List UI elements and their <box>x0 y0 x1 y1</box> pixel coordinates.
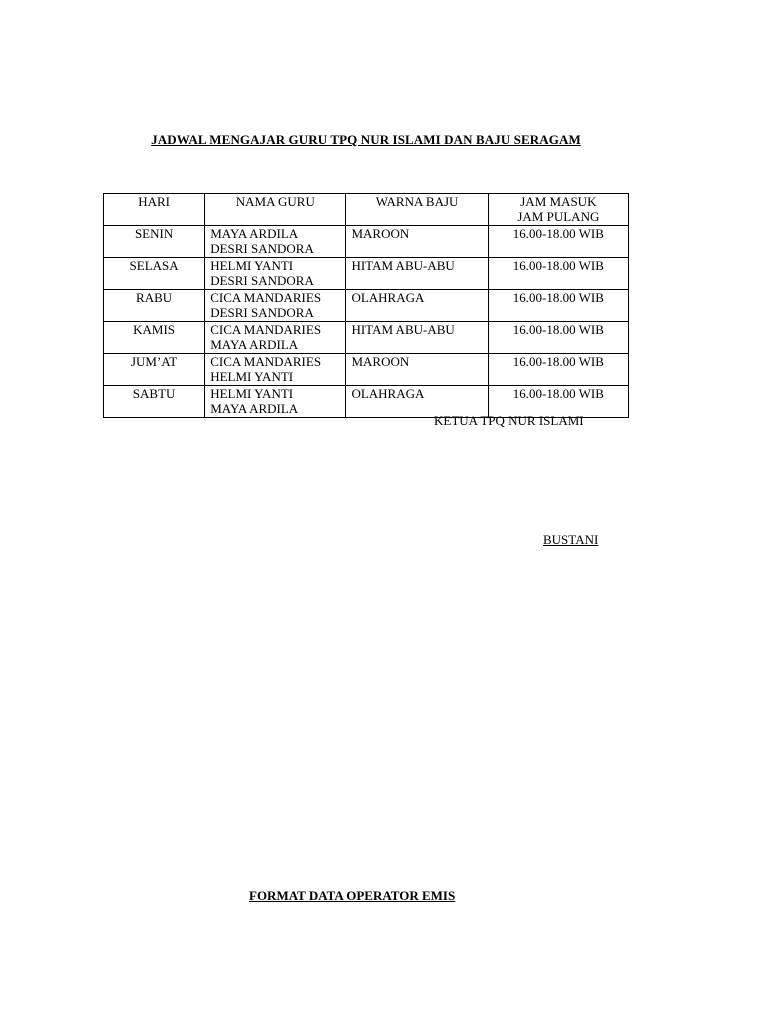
cell-hari: RABU <box>104 290 205 322</box>
cell-warna-baju: OLAHRAGA <box>346 290 488 322</box>
header-hari: HARI <box>104 194 205 226</box>
guru-name: CICA MANDARIES <box>210 322 322 337</box>
signature-role: KETUA TPQ NUR ISLAMI <box>434 413 584 428</box>
cell-warna-baju: MAROON <box>346 226 488 258</box>
guru-name: MAYA ARDILA <box>210 401 299 416</box>
header-warna-baju: WARNA BAJU <box>346 194 488 226</box>
cell-nama-guru <box>205 226 346 258</box>
cell-nama-guru <box>205 290 346 322</box>
cell-warna-baju: MAROON <box>346 354 488 386</box>
cell-warna-baju: HITAM ABU-ABU <box>346 322 488 354</box>
table-row <box>104 322 629 354</box>
header-jam-pulang: JAM PULANG <box>517 209 600 224</box>
table-header-row <box>104 194 629 226</box>
cell-jam: 16.00-18.00 WIB <box>488 386 628 418</box>
guru-name: CICA MANDARIES <box>210 290 322 305</box>
cell-nama-guru <box>205 258 346 290</box>
header-jam <box>488 194 628 226</box>
cell-jam: 16.00-18.00 WIB <box>488 290 628 322</box>
cell-jam: 16.00-18.00 WIB <box>488 322 628 354</box>
signature-name: BUSTANI <box>543 532 599 547</box>
cell-warna-baju: HITAM ABU-ABU <box>346 258 488 290</box>
guru-name: MAYA ARDILA <box>210 226 299 241</box>
guru-name: MAYA ARDILA <box>210 337 299 352</box>
cell-hari: SABTU <box>104 386 205 418</box>
cell-nama-guru <box>205 386 346 418</box>
guru-name: CICA MANDARIES <box>210 354 322 369</box>
cell-hari: JUM’AT <box>104 354 205 386</box>
cell-hari: KAMIS <box>104 322 205 354</box>
header-nama-guru: NAMA GURU <box>205 194 346 226</box>
cell-nama-guru <box>205 354 346 386</box>
header-jam-masuk: JAM MASUK <box>520 194 597 209</box>
cell-nama-guru <box>205 322 346 354</box>
guru-name: HELMI YANTI <box>210 386 294 401</box>
cell-jam: 16.00-18.00 WIB <box>488 258 628 290</box>
cell-hari: SENIN <box>104 226 205 258</box>
guru-name: DESRI SANDORA <box>210 273 314 288</box>
table-row <box>104 290 629 322</box>
guru-name: DESRI SANDORA <box>210 305 314 320</box>
table-row <box>104 226 629 258</box>
table-row <box>104 258 629 290</box>
cell-jam: 16.00-18.00 WIB <box>488 354 628 386</box>
guru-name: DESRI SANDORA <box>210 241 314 256</box>
section-title: FORMAT DATA OPERATOR EMIS <box>249 888 456 903</box>
table-row <box>104 354 629 386</box>
document-title: JADWAL MENGAJAR GURU TPQ NUR ISLAMI DAN BAJU SERAGAM <box>151 132 581 147</box>
cell-warna-baju: OLAHRAGA <box>346 386 488 418</box>
cell-jam: 16.00-18.00 WIB <box>488 226 628 258</box>
schedule-table <box>103 193 629 418</box>
cell-hari: SELASA <box>104 258 205 290</box>
guru-name: HELMI YANTI <box>210 369 294 384</box>
guru-name: HELMI YANTI <box>210 258 294 273</box>
